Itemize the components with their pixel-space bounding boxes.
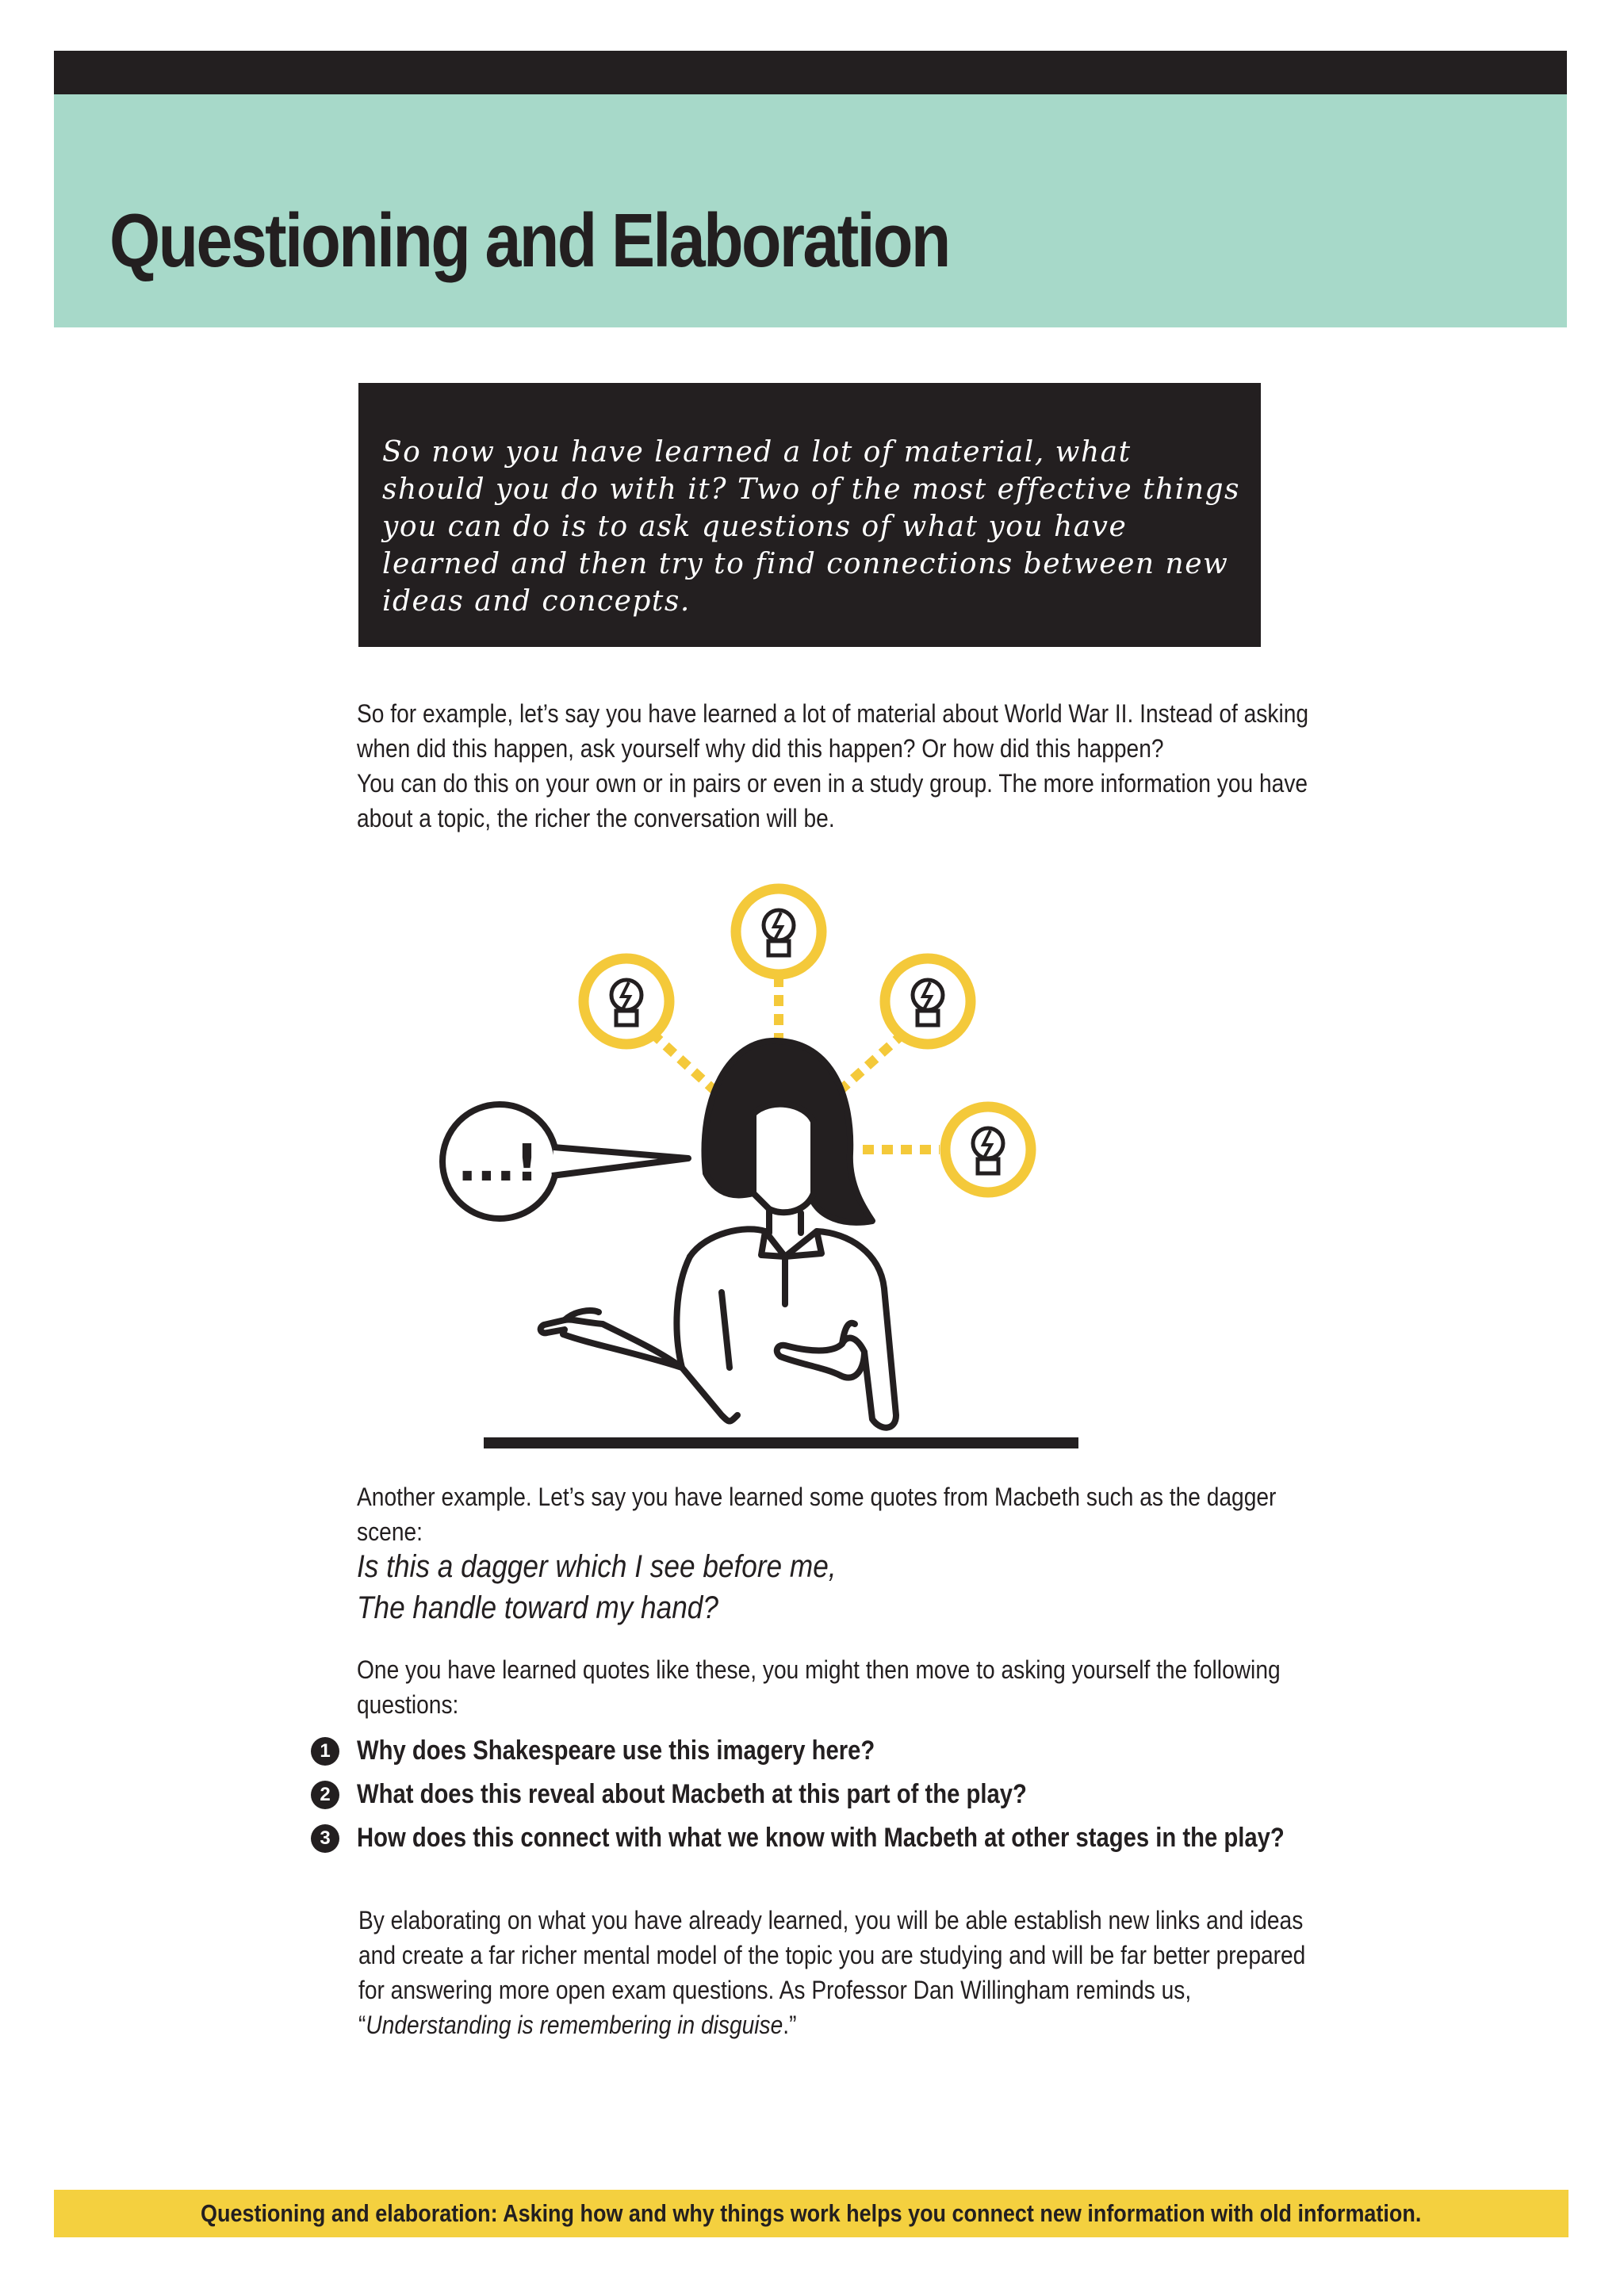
page-title: Questioning and Elaboration bbox=[109, 198, 949, 283]
paragraph-line: and create a far richer mental model of the topic you are studying and will be far better prepared bbox=[358, 1941, 1306, 1969]
questions-list bbox=[311, 1729, 1342, 1860]
question-text: Why does Shakespeare use this imagery here? bbox=[357, 1735, 875, 1766]
speech-text: ...! bbox=[457, 1135, 539, 1193]
willingham-quote-line bbox=[358, 2007, 1266, 2042]
intro-text: So now you have learned a lot of material, what should you do with it? Two of the most effective things you can do is to ask questions of what you have learned and then try to find connections between new ideas and concepts. bbox=[382, 436, 1241, 618]
list-item bbox=[311, 1729, 1342, 1773]
number-badge: 2 bbox=[311, 1781, 339, 1809]
lightbulb-icon bbox=[945, 1107, 1031, 1192]
question-text: How does this connect with what we know with Macbeth at other stages in the play? bbox=[357, 1823, 1285, 1853]
number-badge: 3 bbox=[311, 1824, 339, 1853]
footer-text: Questioning and elaboration: Asking how and why things work helps you connect new information with old information. bbox=[201, 2199, 1422, 2227]
speech-bubble-icon bbox=[442, 1104, 688, 1219]
thinking-person-illustration bbox=[357, 860, 1261, 1463]
person-figure bbox=[541, 1041, 896, 1428]
lightbulb-icon bbox=[584, 959, 669, 1044]
paragraph-line: about a topic, the richer the conversation will be. bbox=[357, 804, 835, 832]
example-paragraph bbox=[357, 696, 1309, 836]
paragraph-line: scene: bbox=[357, 1517, 423, 1546]
quote-line: The handle toward my hand? bbox=[357, 1590, 718, 1625]
macbeth-quote bbox=[357, 1546, 985, 1628]
top-bar bbox=[54, 51, 1567, 94]
paragraph-line: questions: bbox=[357, 1690, 459, 1719]
paragraph-line: when did this happen, ask yourself why did this happen? Or how did this happen? bbox=[357, 734, 1164, 763]
paragraph-line: You can do this on your own or in pairs or even in a study group. The more information you have bbox=[357, 769, 1308, 798]
question-text: What does this reveal about Macbeth at this part of the play? bbox=[357, 1779, 1027, 1809]
close-quote-mark: .” bbox=[783, 2011, 797, 2039]
number-badge: 1 bbox=[311, 1737, 339, 1766]
title-band bbox=[54, 94, 1567, 327]
elaboration-paragraph bbox=[358, 1903, 1306, 2042]
paragraph-line: By elaborating on what you have already learned, you will be able establish new links and ideas bbox=[358, 1906, 1304, 1934]
intro-callout bbox=[358, 383, 1261, 647]
macbeth-example-paragraph bbox=[357, 1479, 1277, 1549]
paragraph-line: So for example, let’s say you have learned a lot of material about World War II. Instead of asking bbox=[357, 699, 1309, 728]
questions-intro-paragraph bbox=[357, 1652, 1281, 1722]
willingham-quote: Understanding is remembering in disguise bbox=[366, 2011, 783, 2039]
footer-bar bbox=[54, 2190, 1568, 2237]
list-item bbox=[311, 1816, 1342, 1860]
quote-line: Is this a dagger which I see before me, bbox=[357, 1549, 837, 1584]
paragraph-line: for answering more open exam questions. As Professor Dan Willingham reminds us, bbox=[358, 1976, 1192, 2004]
list-item bbox=[311, 1773, 1342, 1816]
paragraph-line: Another example. Let’s say you have learned some quotes from Macbeth such as the dagger bbox=[357, 1483, 1277, 1511]
open-quote-mark: “ bbox=[358, 2011, 366, 2039]
paragraph-line: One you have learned quotes like these, you might then move to asking yourself the following bbox=[357, 1655, 1281, 1684]
lightbulb-icon bbox=[736, 889, 822, 974]
lightbulb-icon bbox=[885, 959, 971, 1044]
